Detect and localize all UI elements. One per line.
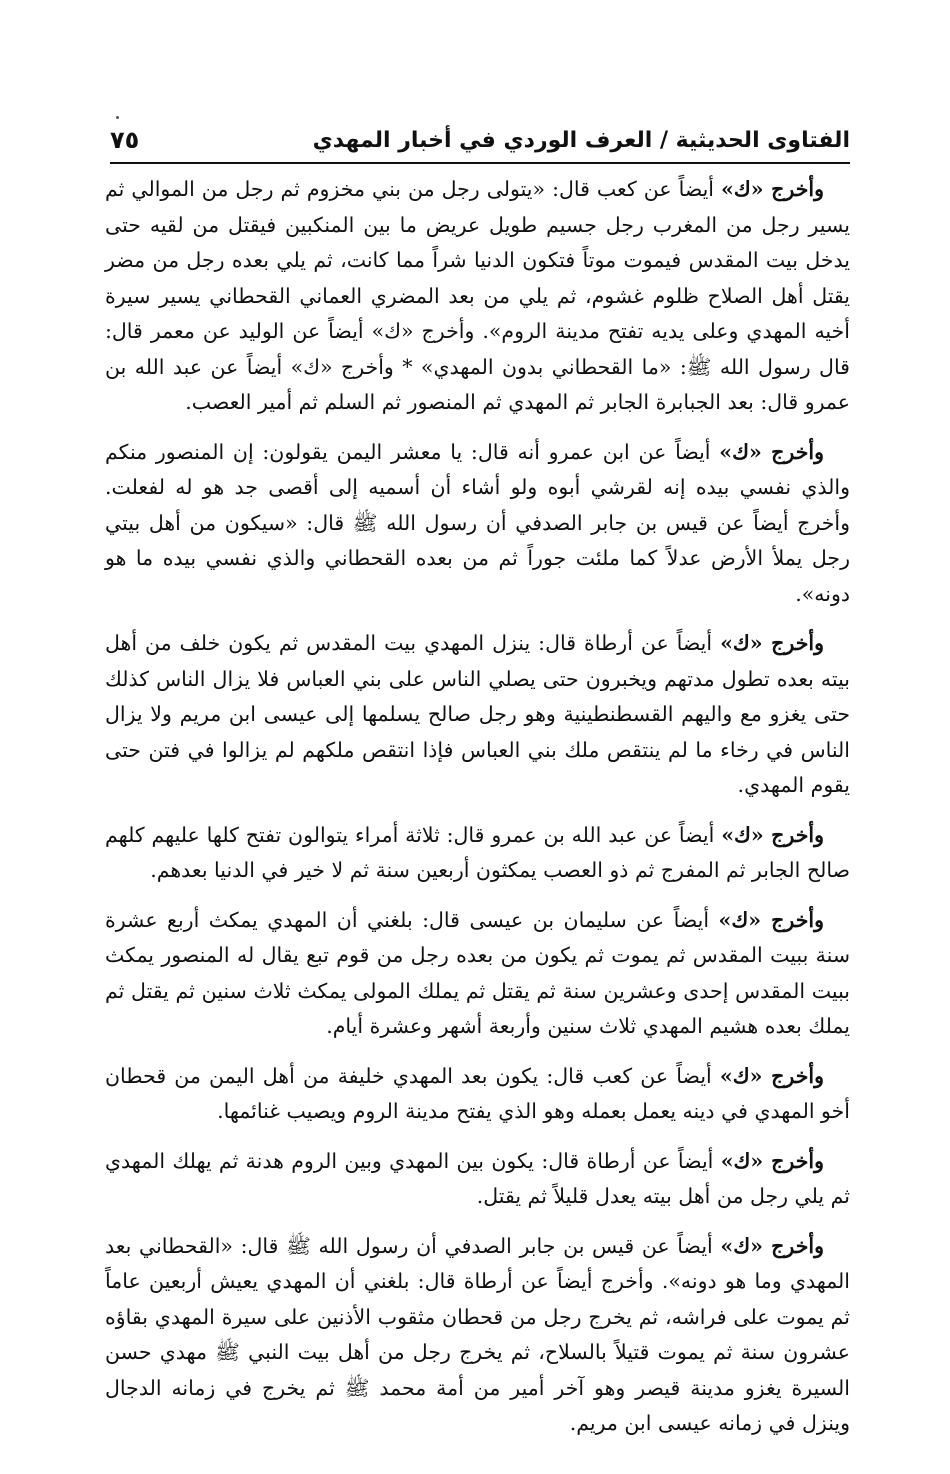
paragraph	[105, 435, 850, 613]
paragraph-text: أيضاً عن أرطاة قال: ينزل المهدي بيت المقدس ثم يكون خلف من أهل بيته بعده تطول مدتهم ويخبرون حتى يصلي الناس على بني العباس فلا يزال الناس كذلك حتى يغزو مع واليهم القسطنطينية وهو رجل صالح يسلمها إلى عيسى ابن مريم ولا يزال الناس في رخاء ما لم ينتقص ملك بني العباس فإذا انتقص ملكهم لم يزالوا في فتن حتى يقوم المهدي.	[105, 631, 850, 797]
paragraph	[105, 903, 850, 1045]
paragraph-lead: وأخرج «ك»	[720, 1148, 824, 1173]
page-number: ٧٥	[110, 126, 140, 154]
paragraph	[105, 1144, 850, 1215]
paragraph-text: أيضاً عن قيس بن جابر الصدفي أن رسول الله ﷺ قال: «القحطاني بعد المهدي وما هو دونه». وأخرج أيضاً عن أرطاة قال: بلغني أن المهدي يعيش أربعين عاماً ثم يموت على فراشه، ثم يخرج رجل من قحطان مثقوب الأذنين على سيرة المهدي بقاؤه عشرون سنة ثم يموت قتيلاً بالسلاح، ثم يخرج رجل من أهل بيت النبي ﷺ مهدي حسن السيرة يغزو مدينة قيصر وهو آخر أمير من أمة محمد ﷺ ثم يخرج في زمانه الدجال وينزل في زمانه عيسى ابن مريم.	[105, 1233, 850, 1435]
paragraph-lead: وأخرج «ك»	[721, 177, 824, 201]
page-body	[105, 172, 850, 1456]
paragraph-text: أيضاً عن سليمان بن عيسى قال: بلغني أن المهدي يمكث أربع عشرة سنة ببيت المقدس ثم يموت ثم يكون من بعده رجل من قوم تبع يقال له المنصور يمكث ببيت المقدس إحدى وعشرين سنة ثم يقتل ثم يملك المولى يمكث ثلاث سنين ثم يقتل ثم يملك بعده هشيم المهدي ثلاث سنين وأربعة أشهر وعشرة أيام.	[105, 907, 850, 1038]
running-title: الفتاوى الحديثية / العرف الوردي في أخبار المهدي	[312, 127, 850, 153]
paragraph-lead: وأخرج «ك»	[718, 907, 824, 932]
paragraph-text: أيضاً عن كعب قال: «يتولى رجل من بني مخزوم ثم رجل من الموالي ثم يسير رجل من المغرب رجل جسيم طويل عريض ما بين المنكبين فيقتل من لقيه حتى يدخل بيت المقدس فيموت موتاً فتكون الدنيا شراً مما كانت، ثم يلي بعده رجل من مضر يقتل أهل الصلاح ظلوم غشوم، ثم يلي من بعد المضري العماني القحطاني يسير سيرة أخيه المهدي وعلى يديه تفتح مدينة الروم». وأخرج «ك» أيضاً عن الوليد عن معمر قال: قال رسول الله ﷺ: «ما القحطاني بدون المهدي» * وأخرج «ك» أيضاً عن عبد الله بن عمرو قال: بعد الجبابرة الجابر ثم المهدي ثم المنصور ثم السلم ثم أمير العصب.	[105, 177, 850, 414]
paragraph-lead: وأخرج «ك»	[721, 822, 824, 847]
paragraph	[105, 818, 850, 889]
paragraph	[105, 1229, 850, 1442]
paragraph-text: أيضاً عن ابن عمرو أنه قال: يا معشر اليمن يقولون: إن المنصور منكم والذي نفسي بيده إنه لقرشي أبوه ولو أشاء أن أسميه إلى أقصى جد هو له لفعلت. وأخرج أيضاً عن قيس بن جابر الصدفي أن رسول الله ﷺ قال: «سيكون من أهل بيتي رجل يملأ الأرض عدلاً كما ملئت جوراً ثم من بعده القحطاني والذي نفسي بيده ما هو دونه».	[105, 439, 850, 606]
paragraph-lead: وأخرج «ك»	[719, 1063, 824, 1088]
paragraph	[105, 626, 850, 804]
paragraph-lead: وأخرج «ك»	[720, 631, 824, 655]
paragraph-text: أيضاً عن كعب قال: يكون بعد المهدي خليفة من أهل اليمن من قحطان أخو المهدي في دينه يعمل بعمله وهو الذي يفتح مدينة الروم ويصيب غنائمها.	[105, 1063, 850, 1123]
paragraph-text: أيضاً عن عبد الله بن عمرو قال: ثلاثة أمراء يتوالون تفتح كلها عليهم كلهم صالح الجابر ثم المفرج ثم ذو العصب يمكثون أربعين سنة ثم لا خير في الدنيا بعدهم.	[105, 822, 850, 882]
paragraph-lead: وأخرج «ك»	[719, 439, 824, 464]
paragraph-text: أيضاً عن أرطاة قال: يكون بين المهدي وبين الروم هدنة ثم يهلك المهدي ثم يلي رجل من أهل بيته يعدل قليلاً ثم يقتل.	[105, 1148, 850, 1208]
page-header	[110, 118, 850, 164]
paragraph-lead: وأخرج «ك»	[720, 1233, 824, 1258]
paragraph	[105, 1059, 850, 1130]
paragraph	[105, 172, 850, 421]
